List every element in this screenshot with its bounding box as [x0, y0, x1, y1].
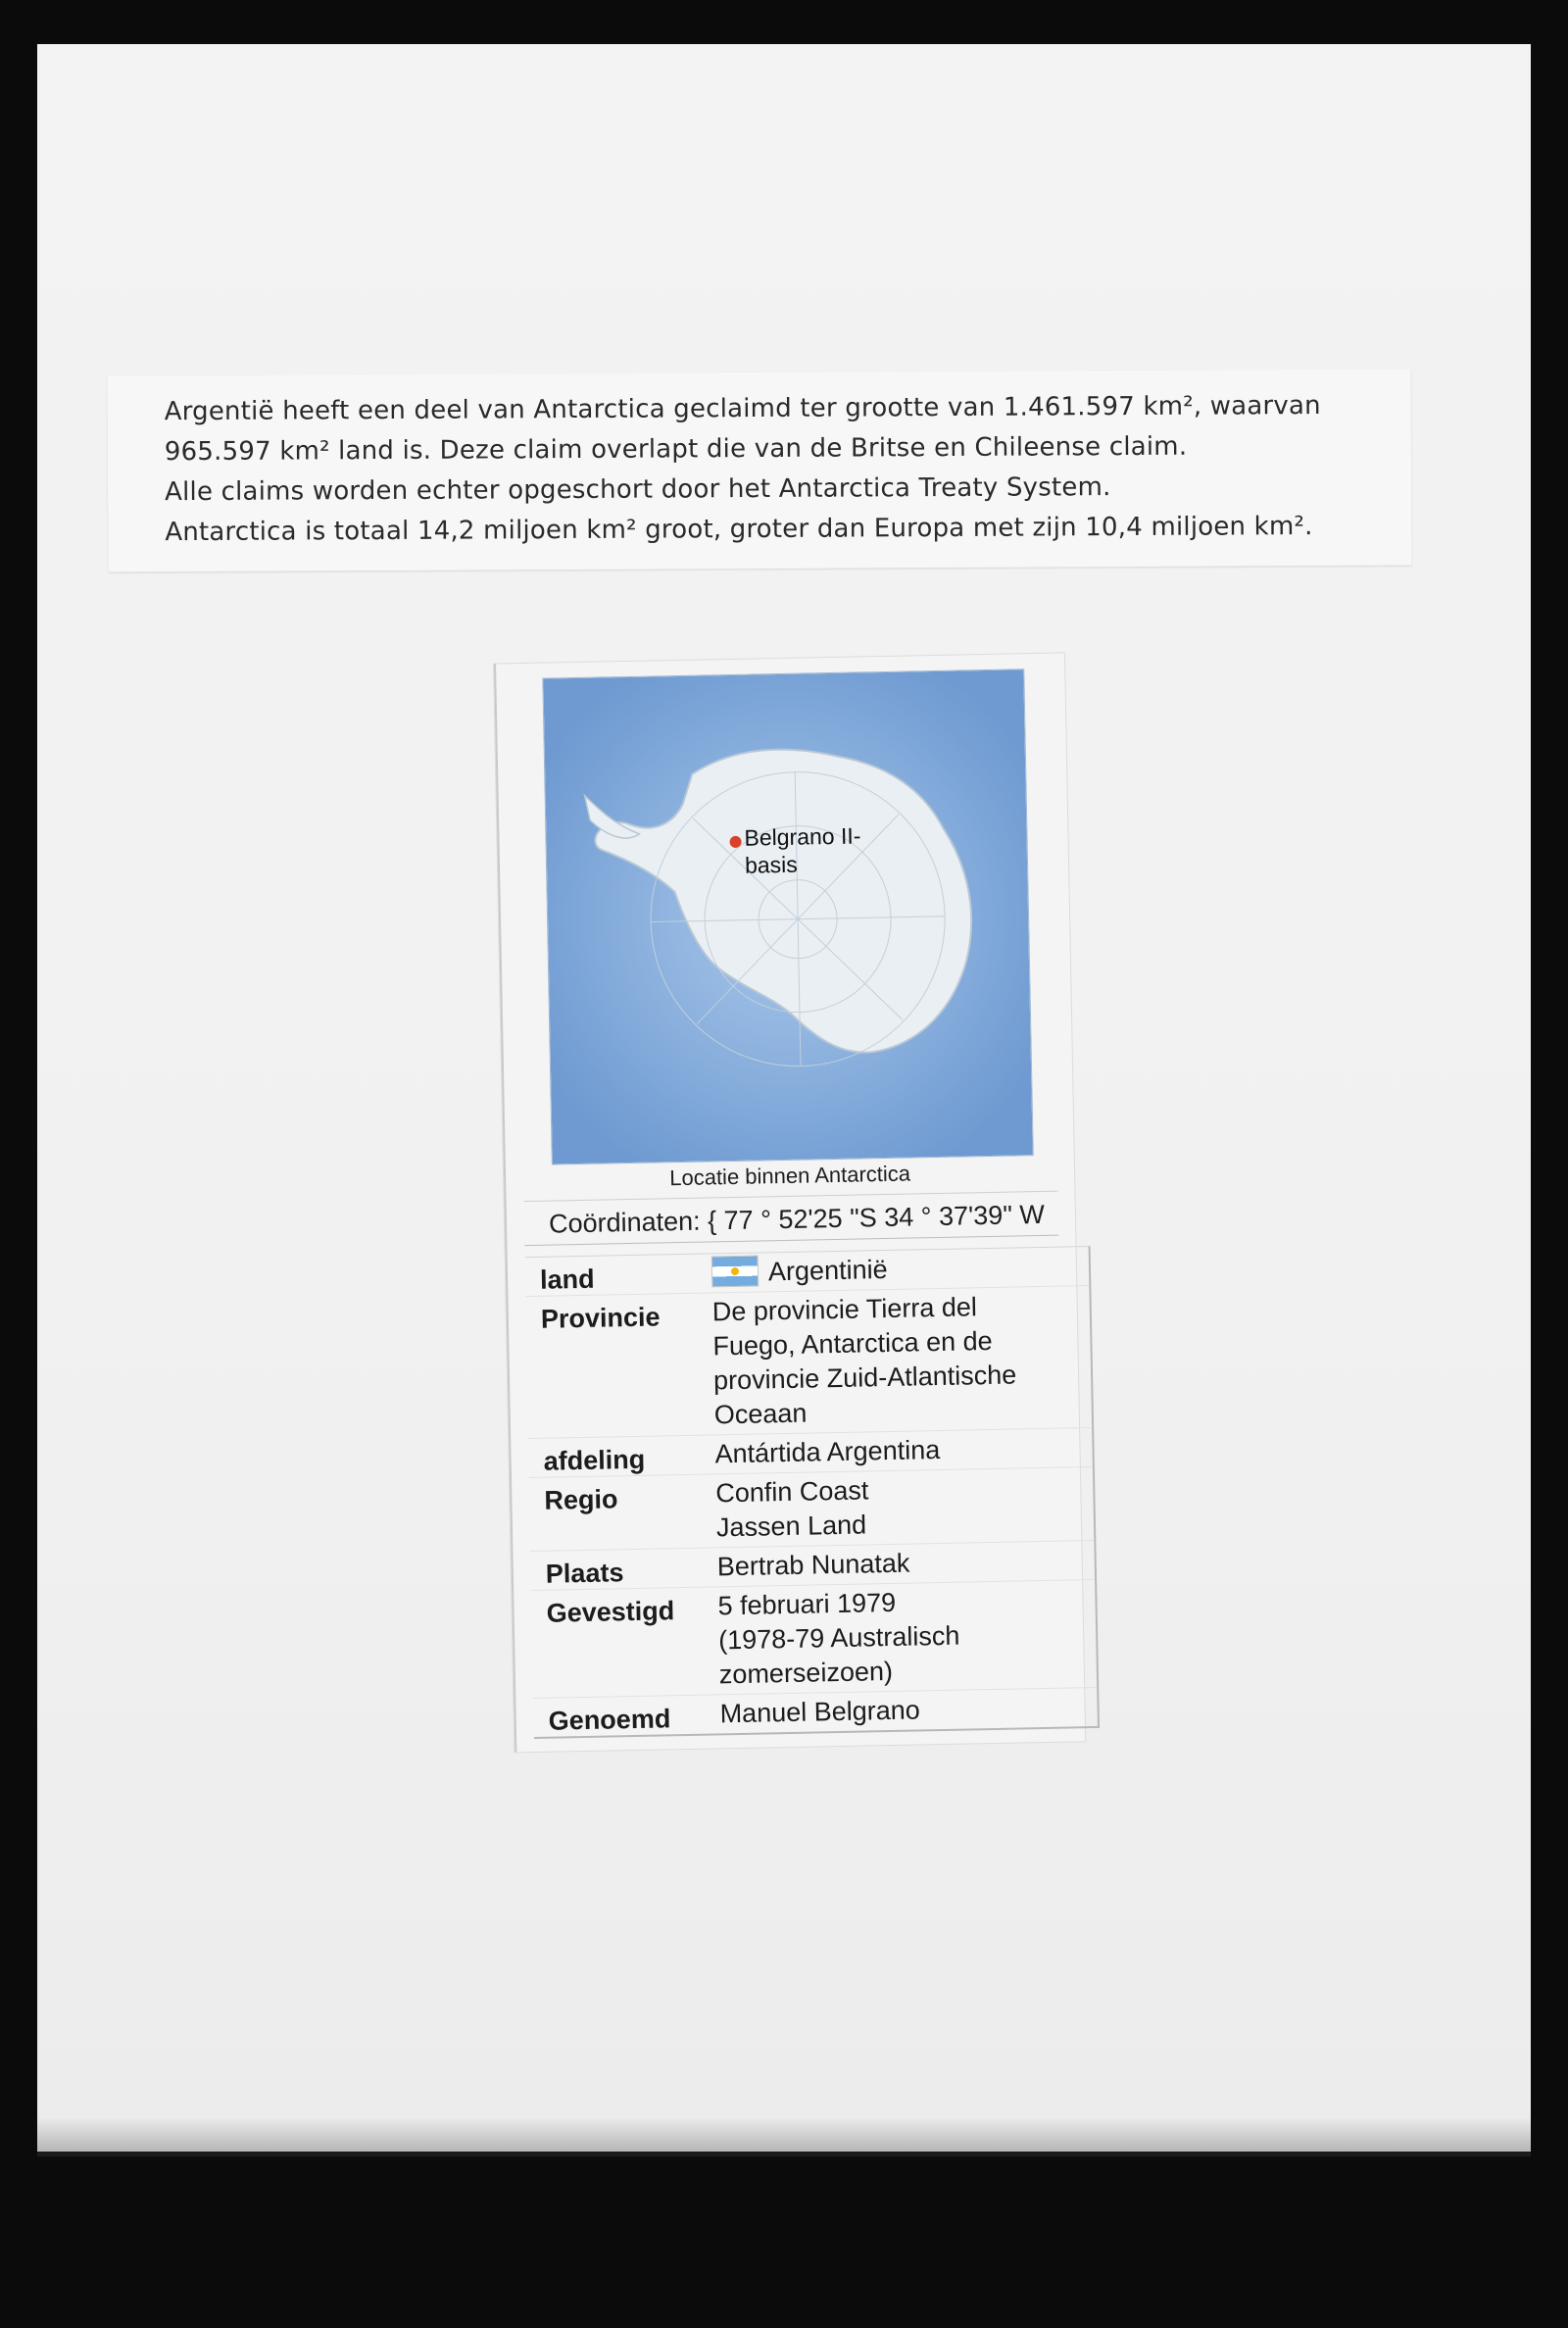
intro-text-box — [107, 370, 1411, 572]
row-key: Regio — [544, 1484, 618, 1515]
value-line: Oceaan — [713, 1398, 808, 1430]
map-label-line-2: basis — [744, 851, 798, 878]
argentina-flag-icon — [711, 1256, 760, 1288]
value-line: Confin Coast — [715, 1475, 869, 1509]
map-label-line-1: Belgrano II- — [744, 822, 861, 851]
value-line: zomerseizoen) — [718, 1656, 894, 1690]
infobox-card — [494, 653, 1085, 1752]
antarctica-map-graphic — [543, 669, 1032, 1164]
map-caption: Locatie binnen Antarctica — [668, 1161, 911, 1191]
row-provincie — [525, 1286, 1092, 1439]
row-value: Antártida Argentina — [714, 1434, 941, 1469]
value-line: Fuego, Antarctica en de — [712, 1325, 993, 1362]
land-value: Argentinië — [767, 1254, 888, 1287]
row-key: Gevestigd — [546, 1596, 675, 1628]
row-value: Manuel Belgrano — [719, 1695, 921, 1729]
antarctica-map — [542, 669, 1033, 1164]
row-key: land — [539, 1263, 595, 1295]
row-value — [715, 1467, 1094, 1547]
value-line: provincie Zuid-Atlantische — [712, 1360, 1017, 1396]
value-line: 5 februari 1979 — [717, 1587, 897, 1621]
row-regio — [529, 1467, 1094, 1552]
infobox-table — [525, 1246, 1100, 1739]
page-edge-shadow — [37, 2117, 1531, 2156]
row-key: afdeling — [543, 1444, 646, 1476]
row-key: Genoemd — [548, 1704, 671, 1736]
coordinates: Coördinaten: { 77 ° 52'25 "S 34 ° 37'39" W — [524, 1191, 1059, 1246]
row-value — [711, 1247, 1090, 1292]
row-value — [711, 1286, 1092, 1434]
row-key: Provincie — [540, 1302, 661, 1334]
intro-line-1: Argentië heeft een deel van Antarctica geclaimd ter grootte van 1.461.597 km², waarvan — [164, 391, 1321, 427]
intro-line-2: 965.597 km² land is. Deze claim overlapt die van de Britse en Chileense claim. — [164, 431, 1188, 468]
row-gevestigd — [531, 1580, 1097, 1699]
intro-line-4: Antarctica is totaal 14,2 miljoen km² groot, groter dan Europa met zijn 10,4 miljoen km². — [165, 512, 1313, 548]
intro-line-3: Alle claims worden echter opgeschort door het Antarctica Treaty System. — [165, 472, 1111, 508]
value-line: De provincie Tierra del — [711, 1292, 978, 1327]
row-value — [717, 1580, 1097, 1694]
value-line: Jassen Land — [715, 1510, 867, 1543]
row-value: Bertrab Nunatak — [716, 1548, 910, 1582]
row-key: Plaats — [545, 1558, 624, 1589]
value-line: (1978-79 Australisch — [717, 1620, 960, 1656]
